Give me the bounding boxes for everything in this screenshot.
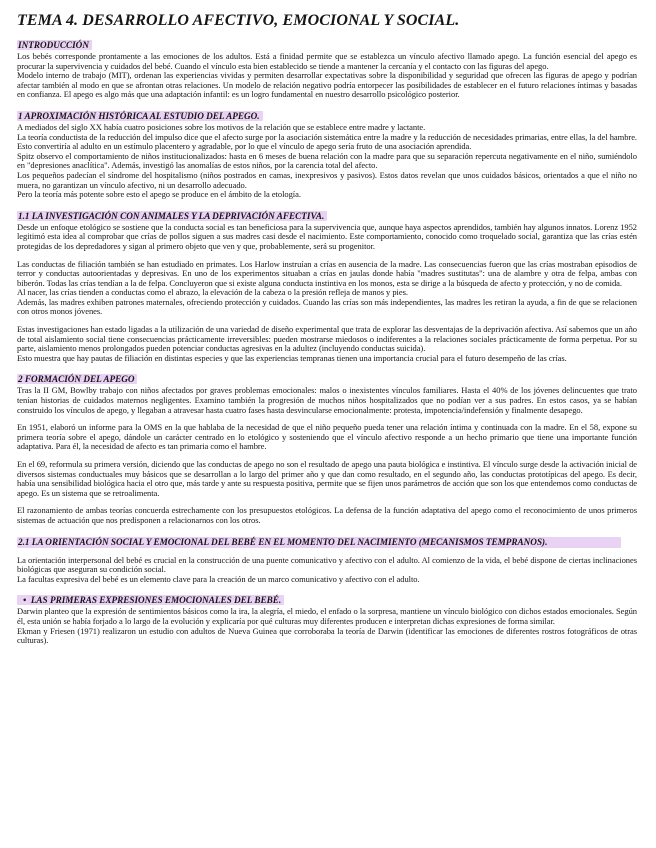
section-heading-text: LAS PRIMERAS EXPRESIONES EMOCIONALES DEL BEBÉ. [30,595,282,606]
paragraph: Spitz observo el comportamiento de niños institucionalizados: hasta en 6 meses de buena relación con la madre para que su separación repercuta negativamente en el niño, sumiéndolo en "depresiones anaclítica". Además, investigó las anomalías de estos niños, por la carencia total del afecto. [17,150,637,171]
paragraph: Darwin planteo que la expresión de sentimientos básicos como la ira, la alegría, el miedo, el enfado o la sorpresa, mantiene un vínculo biológico con dichos estados emocionales. Según él, esta unión se había forjado a lo largo de la evolución y explicaría por qué culturas muy diferentes producen e interpretan dichas expresiones de forma similar. [17,606,637,626]
section-primeras-expresiones [17,593,637,645]
bullet-icon: • [23,595,31,606]
section-investigacion-animales [17,209,637,364]
section-heading: 1.1 LA INVESTIGACIÓN CON ANIMALES Y LA DEPRIVACIÓN AFECTIVA. [17,211,327,221]
paragraph: La teoría conductista de la reducción del impulso dice que el afecto surge por la asociación sistemática entre la madre y la reducción de necesidades primarias, entre ellas, la del hambre. Esto convertiría al adulto en un estímulo placentero y agradable, por lo que el vínculo de apego sería fruto de una asociación aprendida. [17,131,637,152]
paragraph: Además, las madres exhiben patrones maternales, ofreciendo protección y cuidados. Cuando las crías son más independientes, las madres les retiran la ayuda, a fin de que se relacionen con otros monos jóvenes. [17,296,637,317]
section-introduccion [17,38,637,100]
paragraph: Desde un enfoque etológico se sostiene que la conducta social es tan beneficiosa para la supervivencia que, aunque haya aspectos aprendidos, también hay algunos innatos. Lorenz 1952 legitimó esta idea al comprobar que crías de pollos siguen a sus madres casi desde el nacimiento. Este comportamiento, conocido como troquelado social, garantiza que las crías estén protegidas de los depredadores y sigan al primero objeto que ven y que, probablemente, será su progenitor. [17,221,637,251]
section-heading: 2.1 LA ORIENTACIÓN SOCIAL Y EMOCIONAL DEL BEBÉ EN EL MOMENTO DEL NACIMIENTO (MECANISMOS TEMPRANOS). [17,537,621,548]
paragraph: Las conductas de filiación también se han estudiado en primates. Los Harlow instruían a crías en ausencia de la madre. Las consecuencias fueron que las crías mostraban episodios de terror y conductas autoorientadas y depresivas. En uno de los experimentos situaban a crías en jaulas donde había "madres sustitutas": una de alambre y otra de felpa, ambas con biberón. Todas las crías tendían a la de felpa. Concluyeron que si existe alguna conducta instintiva en los monos, esta se dirige a la búsqueda de afecto y protección, y no de comida. [17,258,637,288]
paragraph: Esto muestra que hay pautas de filiación en distintas especies y que las experiencias tempranas tienen una importancia crucial para el futuro desempeño de las crías. [17,352,567,363]
paragraph: A mediados del siglo XX había cuatro posiciones sobre los motivos de la relación que se establece entre madre y lactante. [17,121,426,132]
paragraph: En el 69, reformula su primera versión, diciendo que las conductas de apego no son el resultado de apego una pauta biológica e instintiva. El vínculo surge desde la activación inicial de diversos sistemas conductuales muy básicos que se desarrollan a lo largo del primer año y que dan como resultado, en el segundo año, las conductas prototípicas del apego. Es decir, había una sensibilidad biológica hacia el otro que, más tarde y ante su respuesta positiva, permite que se fijen unos parámetros de acción que son los que entendemos como conductas de apego. Es un sistema que se retroalimenta. [17,459,637,498]
paragraph: Pero la teoría más potente sobre esto el apego se produce en el ámbito de la etología. [17,189,301,200]
paragraph: Modelo interno de trabajo (MIT), ordenan las experiencias vividas y permiten desarrollar expectativas sobre la disponibilidad y seguridad que ofrecen las figuras de apego y podrían afectar también al modo en que se afrontan otras relaciones. Un modelo de relación negativo podría entorpecer las posibilidades de establecer en el futuro relaciones íntimas y basadas en confianza. El apego es algo más que una adaptación infantil: es un logro fundamental en nuestro desarrollo psicológico posterior. [17,70,637,100]
paragraph: En 1951, elaboró un informe para la OMS en la que hablaba de la necesidad de que el niño pequeño pueda tener una relación íntima y continuada con la madre. En el 58, expone su primera teoría sobre el apego, dándole un carácter centrado en lo etológico y sosteniendo que el vínculo afectivo responde a un hecho primario que tiene una importante función adaptativa. Para él, la necesidad de afecto es tan primaria como el hambre. [17,422,637,452]
section-orientacion-social [17,535,637,585]
section-heading: 2 FORMACIÓN DEL APEGO [17,374,137,384]
section-heading [17,595,284,605]
section-formacion-apego [17,372,637,525]
paragraph: La facultas expresiva del bebé es un elemento clave para la creación de un marco comunicativo y afectivo con el adulto. [17,573,420,584]
document-page [17,12,637,842]
document-title: TEMA 4. DESARROLLO AFECTIVO, EMOCIONAL Y SOCIAL. [17,12,460,29]
paragraph: Al nacer, las crías tienden a conductas como el abrazo, la elevación de la cabeza o la presión refleja de manos y pies. [17,287,408,298]
paragraph: Estas investigaciones han estado ligadas a la utilización de una variedad de diseño experimental que trata de explorar las desventajas de la deprivación afectiva. Así sabemos que un año de total aislamiento social tiene consecuencias prácticamente irreversibles: pueden mostrarse miedosos o indiferentes a la relaciones sociales prácticamente de forma perpetua. Por su parte, aislamiento menos prolongados pueden potenciar conductas agresivas en la adultez (incluyendo conductas suicida). [17,324,637,354]
paragraph: Los pequeños padecían el síndrome del hospitalismo (niños postrados en camas, inexpresivos y pasivos). Estos datos revelan que unos cuidados básicos, orientados a que el niño no muera, no garantizan un vínculo afectivo, ni un desarrollo adecuado. [17,169,637,190]
section-heading: INTRODUCCIÓN [17,40,92,50]
paragraph: La orientación interpersonal del bebé es crucial en la construcción de una puente comunicativo y afectivo con el adulto. Al comienzo de la vida, el bebé dispone de ciertas inclinaciones biológicas que aseguran su condición social. [17,554,637,575]
section-aproximacion-historica [17,109,637,200]
paragraph: Tras la II GM, Bowlby trabajo con niños afectados por graves problemas emocionales: malos o inexistentes vínculos familiares. Hasta el 40% de los jóvenes delincuentes que trato tenían historias de cuidados maternos negligentes. Examino también la progresión de muchos niños hospitalizados que no podían ver a sus padres. En estos casos, ya se habían construido los vínculos de apego, y llegaban a atravesar hasta cuatro fases hasta desvincularse emocionalmente: protesta, impotencia/indefensión y finalmente desapego. [17,385,637,415]
section-heading: 1 APROXIMACIÓN HISTÓRICA AL ESTUDIO DEL APEGO. [17,111,263,121]
paragraph: El razonamiento de ambas teorías concuerda estrechamente con los presupuestos etológicos. La defensa de la función adaptativa del apego como el reconocimiento de unos primeros sistemas de actuación que nos predisponen a relacionarnos con los otros. [17,505,637,525]
paragraph: Ekman y Friesen (1971) realizaron un estudio con adultos de Nueva Guinea que corroboraba la teoría de Darwin (identificar las emociones de diferentes rostros fotográficos de otras culturas). [17,625,637,646]
paragraph: Los bebés corresponde prontamente a las emociones de los adultos. Está a finidad permite que se establezca un vínculo afectivo llamado apego. La función esencial del apego es procurar la supervivencia y cuidados del bebé. Cuando el vínculo esta bien establecido se tiende a mantener la cercanía y el contacto con las figuras del apego. [17,51,637,71]
